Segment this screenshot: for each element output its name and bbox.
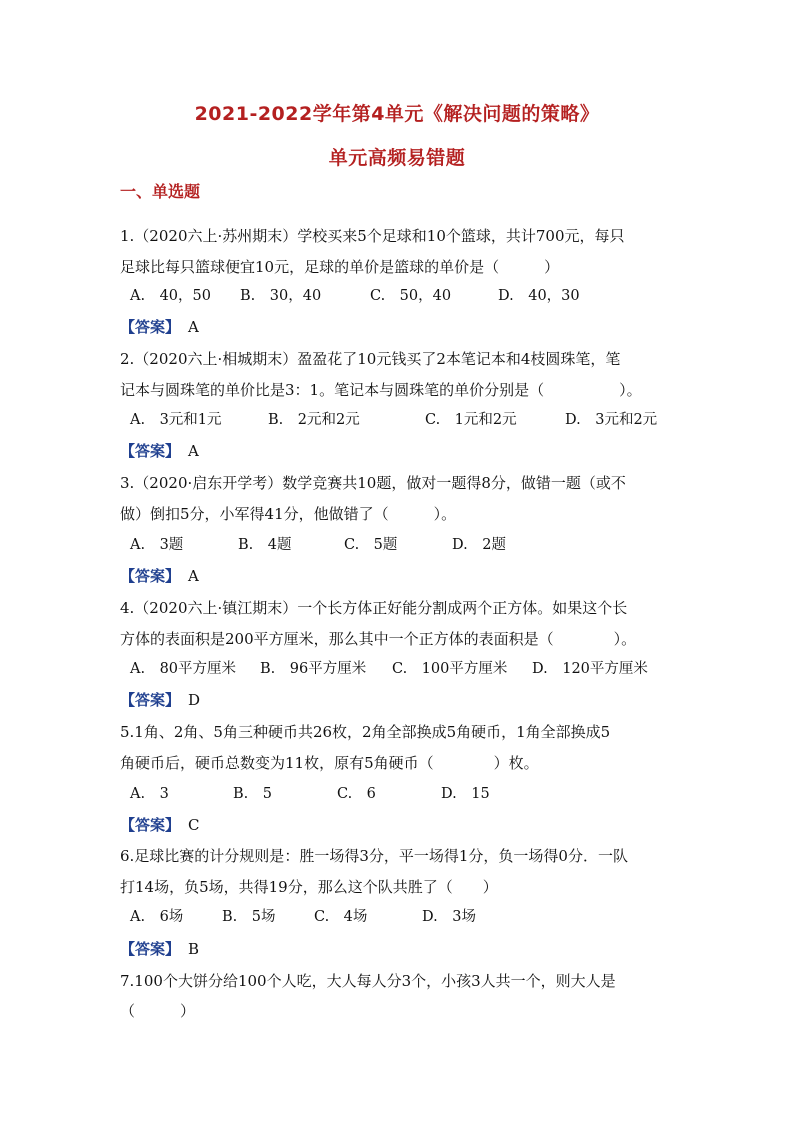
option-d: D. 40，30: [498, 288, 580, 304]
document-title: 2021-2022学年第4单元《解决问题的策略》: [194, 103, 600, 125]
question-6-line-1: 6.足球比赛的计分规则是：胜一场得3分，平一场得1分，负一场得0分．一队: [120, 847, 628, 865]
answer-value: A: [188, 318, 199, 336]
answer-value: A: [188, 567, 199, 585]
option-a: A. 3: [130, 786, 169, 802]
question-2-options: [130, 410, 690, 430]
question-3-options: [130, 535, 690, 555]
option-b: B. 30，40: [240, 288, 322, 304]
option-c: C. 100平方厘米: [392, 661, 508, 677]
question-5-options: [130, 784, 690, 804]
answer-value: C: [188, 816, 200, 834]
question-1-line-2: 足球比每只篮球便宜10元，足球的单价是篮球的单价是（ ）: [120, 258, 560, 276]
section-heading: 一、单选题: [120, 182, 201, 201]
answer-1: [120, 317, 199, 337]
answer-value: D: [188, 691, 201, 709]
option-a: A. 3元和1元: [130, 412, 222, 428]
option-c: C. 4场: [314, 909, 368, 925]
answer-2: [120, 441, 199, 461]
option-b: B. 4题: [238, 537, 292, 553]
option-b: B. 96平方厘米: [260, 661, 367, 677]
option-a: A. 6场: [130, 909, 184, 925]
option-b: B. 2元和2元: [268, 412, 360, 428]
question-2-line-1: 2.（2020六上·相城期末）盈盈花了10元钱买了2本笔记本和4枝圆珠笔，笔: [120, 350, 621, 368]
question-6-line-2: 打14场，负5场，共得19分，那么这个队共胜了（ ）: [120, 878, 498, 896]
question-5-line-2: 角硬币后，硬币总数变为11枚，原有5角硬币（ ）枚。: [120, 754, 539, 772]
question-5-line-1: 5.1角、2角、5角三种硬币共26枚，2角全部换成5角硬币，1角全部换成5: [120, 723, 611, 741]
option-a: A. 80平方厘米: [130, 661, 237, 677]
answer-3: [120, 566, 199, 586]
question-2-line-2: 记本与圆珠笔的单价比是3：1。笔记本与圆珠笔的单价分别是（ ）。: [120, 381, 642, 399]
answer-label: 【答案】: [120, 567, 181, 585]
document-subtitle: 单元高频易错题: [328, 147, 466, 169]
question-3-line-1: 3.（2020·启东开学考）数学竞赛共10题，做对一题得8分，做错一题（或不: [120, 474, 626, 492]
option-d: D. 3元和2元: [565, 412, 658, 428]
option-d: D. 120平方厘米: [532, 661, 648, 677]
question-4-line-1: 4.（2020六上·镇江期末）一个长方体正好能分割成两个正方体。如果这个长: [120, 599, 628, 617]
answer-label: 【答案】: [120, 940, 181, 958]
question-4-line-2: 方体的表面积是200平方厘米，那么其中一个正方体的表面积是（ ）。: [120, 630, 637, 648]
answer-value: A: [188, 442, 199, 460]
question-1-options: [130, 286, 690, 306]
option-d: D. 2题: [452, 537, 506, 553]
question-1-line-1: 1.（2020六上·苏州期末）学校买来5个足球和10个篮球，共计700元，每只: [120, 227, 625, 245]
question-7-line-1: 7.100个大饼分给100个人吃，大人每人分3个，小孩3人共一个，则大人是: [120, 972, 616, 990]
answer-6: [120, 939, 199, 959]
option-d: D. 15: [441, 786, 490, 802]
option-c: C. 1元和2元: [425, 412, 517, 428]
option-a: A. 40，50: [130, 288, 211, 304]
answer-label: 【答案】: [120, 442, 181, 460]
question-3-line-2: 做）倒扣5分，小军得41分，他做错了（ ）。: [120, 505, 457, 523]
option-c: C. 5题: [344, 537, 398, 553]
answer-value: B: [188, 940, 200, 958]
option-c: C. 6: [337, 786, 376, 802]
answer-label: 【答案】: [120, 691, 181, 709]
option-a: A. 3题: [130, 537, 184, 553]
option-c: C. 50，40: [370, 288, 452, 304]
answer-label: 【答案】: [120, 816, 181, 834]
question-6-options: [130, 907, 690, 927]
option-d: D. 3场: [422, 909, 476, 925]
answer-4: [120, 690, 200, 710]
option-b: B. 5: [233, 786, 272, 802]
option-b: B. 5场: [222, 909, 276, 925]
answer-label: 【答案】: [120, 318, 181, 336]
answer-5: [120, 815, 200, 835]
question-7-line-2: （ ）: [120, 1002, 196, 1020]
question-4-options: [130, 659, 690, 679]
